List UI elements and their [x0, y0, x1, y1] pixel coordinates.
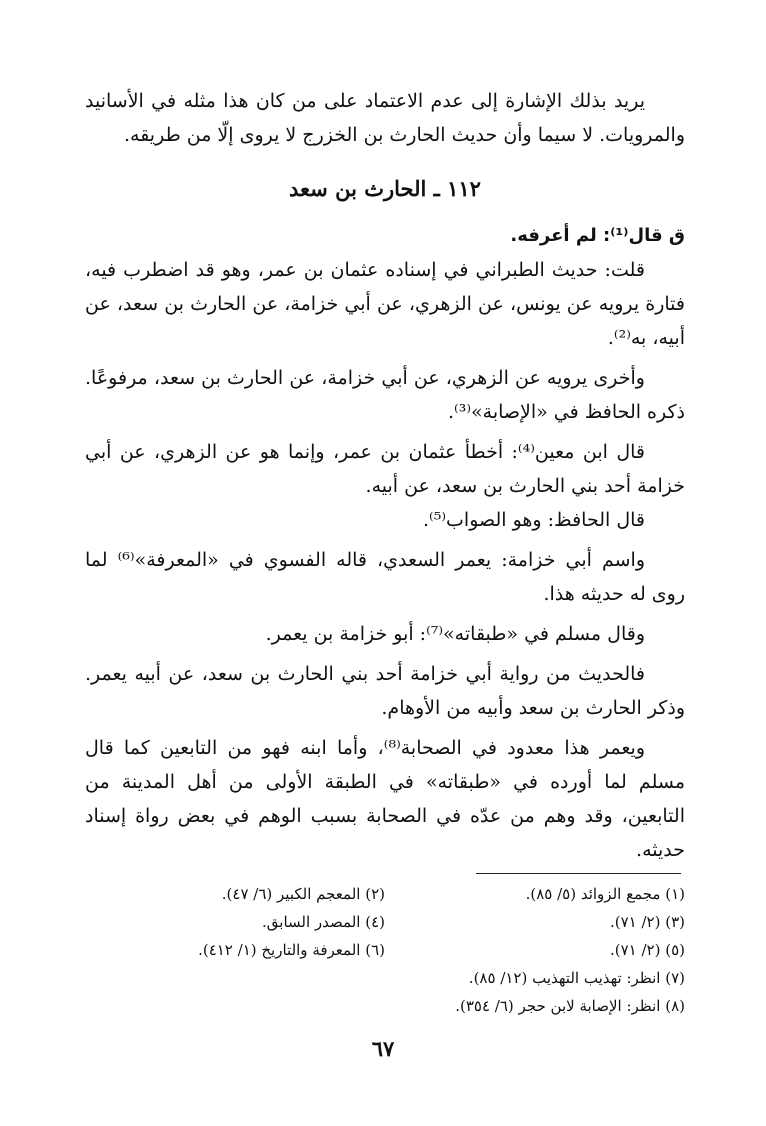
footnote-5: (٥) (٢/ ٧١). — [609, 941, 685, 959]
footnote-6: (٦) المعرفة والتاريخ (١/ ٤١٢). — [198, 941, 385, 959]
paragraph-7: فالحديث من رواية أبي خزامة أحد بني الحارث بن سعد، عن أبيه يعمر. وذكر الحارث بن سعد وأبيه من الأوهام. — [85, 663, 685, 719]
qal-label: ق قال⁽¹⁾: لم أعرفه. — [510, 225, 685, 246]
paragraph-4: قال الحافظ: وهو الصواب⁽⁵⁾. — [423, 509, 645, 531]
footnote-row — [85, 880, 685, 908]
paragraph-3: قال ابن معين⁽⁴⁾: أخطأ عثمان بن عمر، وإنما هو عن الزهري، عن أبي خزامة أحد بني الحارث بن سعد، عن أبيه. — [85, 441, 685, 497]
footnote-row — [85, 908, 685, 936]
footnote-8: (٨) انظر: الإصابة لابن حجر (٦/ ٣٥٤). — [455, 997, 685, 1015]
paragraph-5: واسم أبي خزامة: يعمر السعدي، قاله الفسوي في «المعرفة»⁽⁶⁾ لما روى له حديثه هذا. — [85, 549, 685, 605]
footnote-7: (٧) انظر: تهذيب التهذيب (١٢/ ٨٥). — [468, 969, 685, 987]
footnote-divider — [476, 873, 681, 874]
footnote-row — [85, 992, 685, 1020]
footnote-1: (١) مجمع الزوائد (٥/ ٨٥). — [525, 885, 685, 903]
paragraph-6: وقال مسلم في «طبقاته»⁽⁷⁾: أبو خزامة بن يعمر. — [265, 623, 645, 645]
section-heading: ١١٢ ـ الحارث بن سعد — [289, 176, 481, 201]
paragraph-2: وأخرى يرويه عن الزهري، عن أبي خزامة، عن الحارث بن سعد، مرفوعًا. ذكره الحافظ في «الإصابة»⁽³⁾. — [85, 367, 685, 423]
footnote-4: (٤) المصدر السابق. — [262, 913, 385, 931]
footnote-row — [85, 964, 685, 992]
paragraph-8: ويعمر هذا معدود في الصحابة⁽⁸⁾، وأما ابنه فهو من التابعين كما قال مسلم لما أورده في «طبقاته» في الطبقة الأولى من أهل المدينة من التابعين، وقد وهم من عدّه في الصحابة بسبب الوهم في بعض رواة إسناد حديثه. — [85, 737, 685, 861]
qal-line — [85, 218, 685, 253]
footnotes — [85, 880, 685, 1020]
paragraph-1: قلت: حديث الطبراني في إسناده عثمان بن عمر، وهو قد اضطرب فيه، فتارة يرويه عن يونس، عن الزهري، عن أبي خزامة، عن الحارث بن سعد، عن أبيه، به⁽²⁾. — [85, 259, 685, 349]
footnote-3: (٣) (٢/ ٧١). — [609, 913, 685, 931]
page-number: ٦٧ — [371, 1036, 395, 1061]
footnote-row — [85, 936, 685, 964]
footnote-2: (٢) المعجم الكبير (٦/ ٤٧). — [221, 885, 385, 903]
intro-paragraph: يريد بذلك الإشارة إلى عدم الاعتماد على من كان هذا مثله في الأسانيد والمرويات. لا سيما وأن حديث الحارث بن الخزرج لا يروى إلّا من طريقه. — [85, 90, 685, 146]
main-text — [85, 84, 685, 867]
